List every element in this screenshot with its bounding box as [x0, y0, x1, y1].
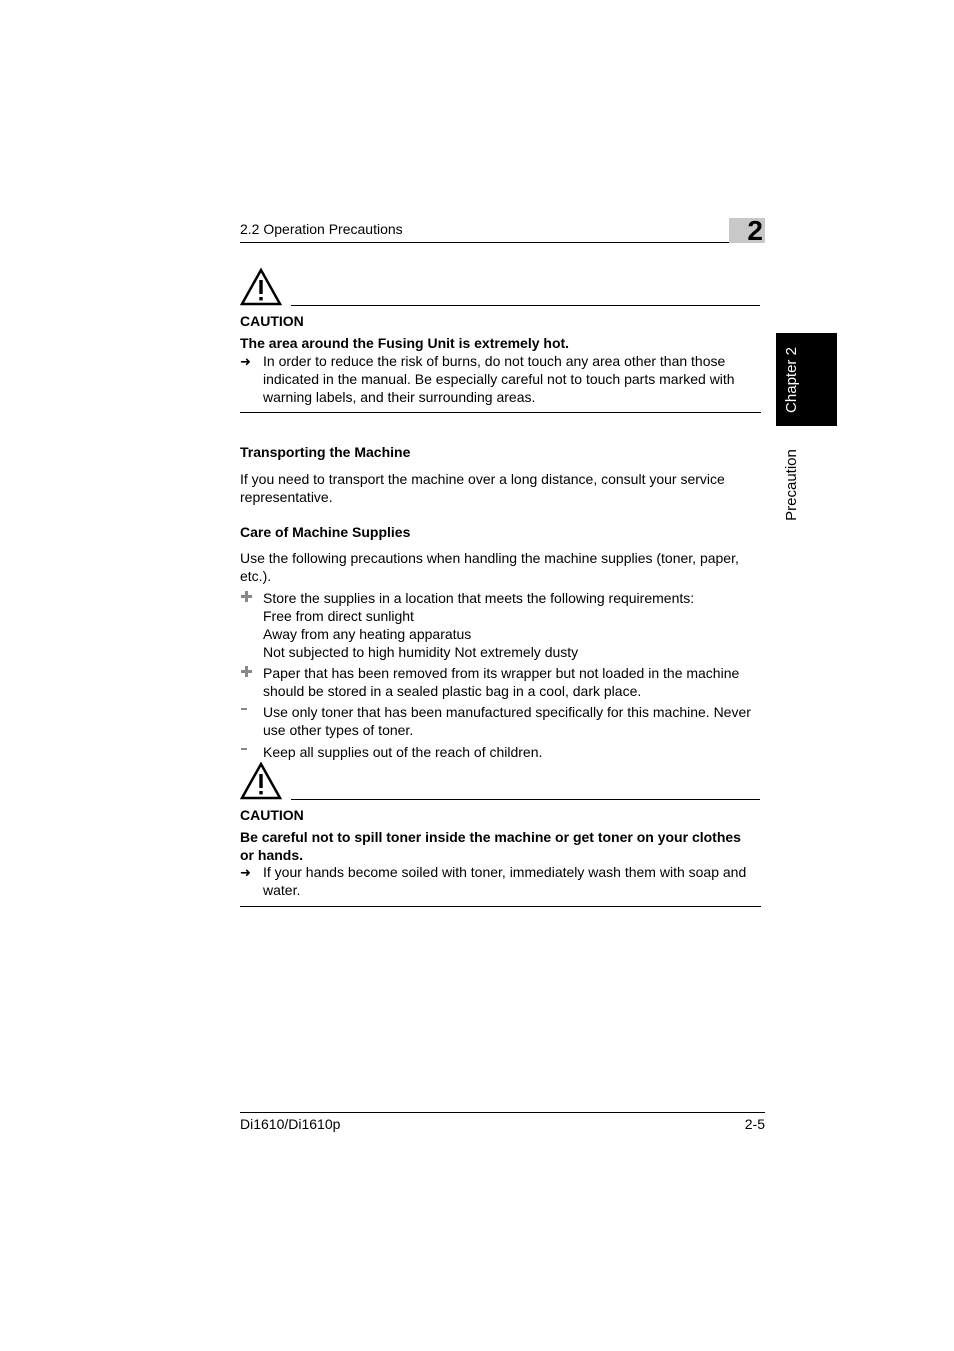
caution-heading: Be careful not to spill toner inside the machine or get toner on your clothes or hands.: [240, 829, 741, 863]
caution-heading: The area around the Fusing Unit is extremely hot.: [240, 335, 570, 351]
list-item: Use only toner that has been manufactured specifically for this machine. Never: [263, 704, 751, 720]
caution-end-rule: [240, 906, 761, 907]
chapter-tab-label: Chapter 2: [783, 346, 800, 413]
transport-paragraph: If you need to transport the machine over a long distance, consult your service representative.: [240, 471, 725, 505]
section-tab-label: Precaution: [783, 449, 800, 521]
caution-rule: [291, 305, 760, 306]
care-heading: Care of Machine Supplies: [240, 524, 411, 540]
chapter-number: 2: [747, 215, 763, 246]
caution-end-rule: [240, 412, 761, 413]
footer-model: Di1610/Di1610p: [240, 1116, 341, 1132]
plus-bullet-icon: [241, 666, 252, 677]
list-item: Paper that has been removed from its wrapper but not loaded in the machine should be stored in a sealed plastic bag in a cool, dark place.: [263, 665, 740, 699]
caution-label: CAUTION: [240, 313, 304, 329]
plus-bullet-icon: [241, 591, 252, 602]
list-item: Keep all supplies out of the reach of children.: [263, 744, 543, 760]
caution-rule: [291, 799, 760, 800]
list-item-continuation: use other types of toner.: [263, 722, 414, 738]
warning-triangle-icon: [240, 268, 282, 306]
section-title: 2.2 Operation Precautions: [240, 221, 403, 237]
transport-heading: Transporting the Machine: [240, 444, 411, 460]
arrow-bullet-icon: ➜: [240, 354, 251, 369]
warning-triangle-icon: [240, 762, 282, 800]
list-item: Store the supplies in a location that meets the following requirements: Free from direct sunlight Away from any heating apparatus Not subjected to high humidity Not extremely dusty: [263, 590, 695, 660]
care-intro: Use the following precautions when handling the machine supplies (toner, paper, etc.).: [240, 550, 739, 584]
caution-label: CAUTION: [240, 807, 304, 823]
dash-bullet-icon: [241, 748, 247, 750]
footer-rule: [240, 1112, 765, 1113]
header-rule: [240, 242, 765, 243]
dash-bullet-icon: [241, 708, 247, 710]
caution-instruction: In order to reduce the risk of burns, do not touch any area other than those indicated in the manual. Be especially careful not to touch parts marked with warning labels, and their surrounding areas.: [263, 353, 735, 405]
caution-instruction: If your hands become soiled with toner, immediately wash them with soap and water.: [263, 864, 747, 898]
page-number: 2-5: [744, 1116, 765, 1132]
arrow-bullet-icon: ➜: [240, 865, 251, 880]
